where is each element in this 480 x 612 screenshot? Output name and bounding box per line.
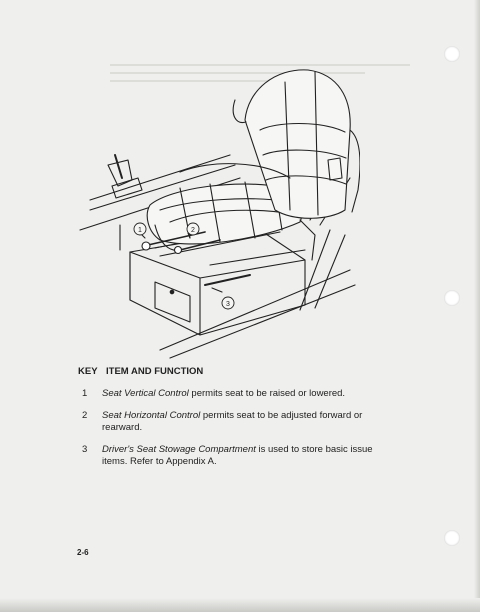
key-description (102, 410, 398, 434)
key-number: 1 (82, 388, 88, 399)
page-number: 2-6 (77, 548, 89, 557)
item-name: Seat Horizontal Control (102, 410, 201, 421)
key-row (78, 444, 398, 468)
key-table (78, 366, 398, 478)
key-table-header (78, 366, 398, 378)
key-row (78, 410, 398, 434)
key-number: 3 (82, 444, 88, 455)
item-name: Driver's Seat Stowage Compartment (102, 444, 256, 455)
item-column-header: ITEM AND FUNCTION (106, 366, 204, 377)
item-name: Seat Vertical Control (102, 388, 189, 399)
item-function: is used to store basic issue items. Refer to Appendix A. (102, 444, 373, 467)
key-description (102, 444, 398, 468)
key-description (102, 388, 398, 400)
item-function: permits seat to be raised or lowered. (188, 388, 346, 399)
callout-3-label: 3 (226, 301, 230, 308)
callout-1-label: 1 (138, 227, 142, 234)
key-number: 2 (82, 410, 88, 421)
key-column-header: KEY (78, 366, 98, 377)
key-row (78, 388, 398, 400)
callout-2-label: 2 (191, 227, 195, 234)
item-function: permits seat to be adjusted forward or rearward. (102, 410, 363, 433)
